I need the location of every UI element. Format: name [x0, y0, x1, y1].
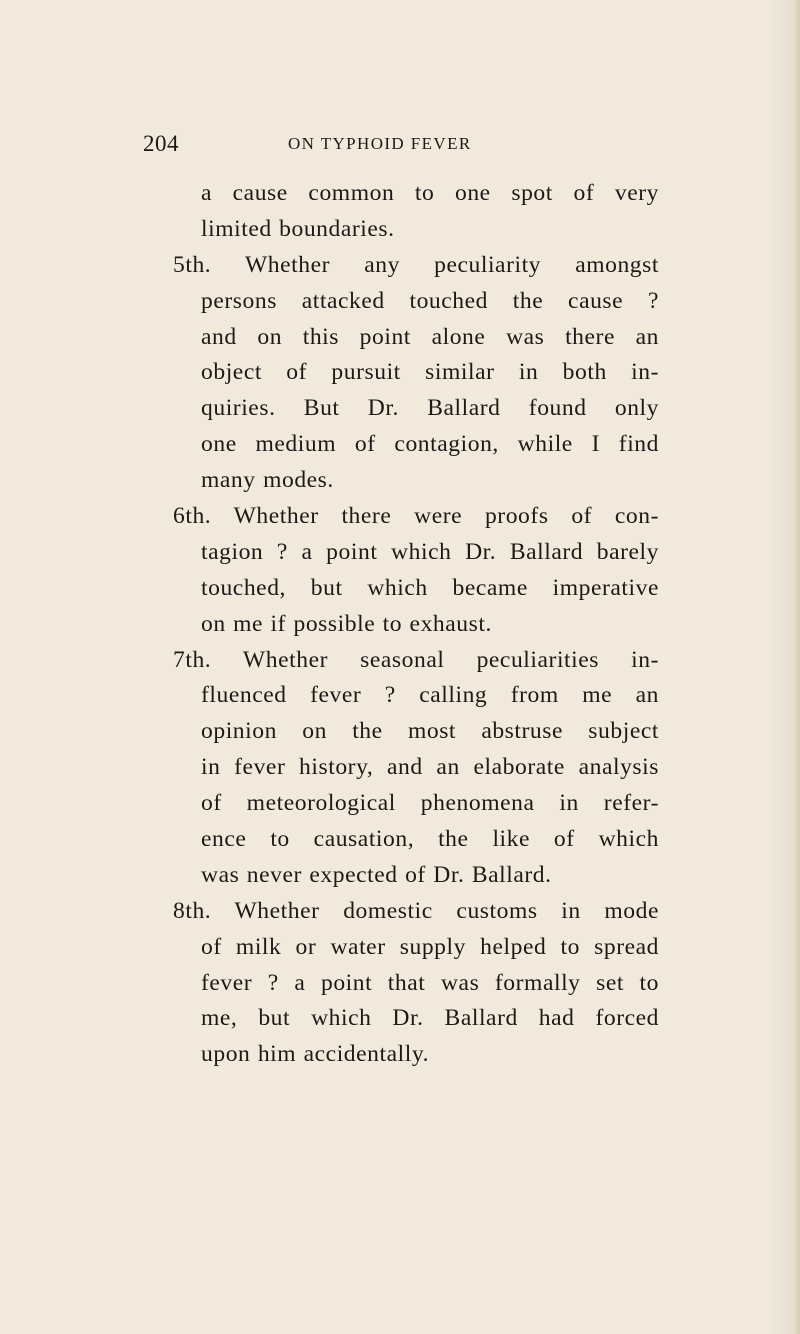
text-line: limited boundaries.	[201, 215, 395, 242]
text-line: was never expected of Dr. Ballard.	[201, 861, 552, 888]
body-text	[173, 176, 659, 1073]
text-line: on me if possible to exhaust.	[201, 610, 492, 637]
running-head-title: ON TYPHOID FEVER	[288, 134, 472, 153]
text-line: of meteorological phenomena in refer-	[201, 790, 659, 817]
text-line: a cause common to one spot of very	[201, 180, 659, 206]
text-line: opinion on the most abstruse subject	[201, 718, 659, 745]
text-line: fever ? a point that was formally set to	[201, 969, 659, 996]
page-number: 204	[143, 131, 179, 156]
running-header	[143, 131, 503, 161]
text-line: 7th. Whether seasonal peculiarities in-	[173, 646, 659, 673]
text-line: quiries. But Dr. Ballard found only	[201, 395, 659, 422]
text-line: in fever history, and an elaborate analysis	[201, 754, 659, 781]
text-line: one medium of contagion, while I find	[201, 431, 659, 458]
text-line: persons attacked touched the cause ?	[201, 287, 659, 314]
text-line: tagion ? a point which Dr. Ballard barely	[201, 538, 659, 565]
text-line: of milk or water supply helped to spread	[201, 933, 659, 960]
text-line: many modes.	[201, 467, 334, 494]
text-line: and on this point alone was there an	[201, 323, 659, 350]
text-line: 8th. Whether domestic customs in mode	[173, 897, 659, 924]
text-line: ence to causation, the like of which	[201, 826, 659, 853]
text-line: upon him accidentally.	[201, 1041, 430, 1068]
page-edge	[794, 0, 800, 1334]
text-line: fluenced fever ? calling from me an	[201, 682, 659, 709]
text-line: touched, but which became imperative	[201, 574, 659, 601]
text-line: 6th. Whether there were proofs of con-	[173, 503, 659, 530]
text-line: object of pursuit similar in both in-	[201, 359, 659, 386]
text-line: 5th. Whether any peculiarity amongst	[173, 251, 659, 278]
text-line: me, but which Dr. Ballard had forced	[201, 1005, 659, 1032]
